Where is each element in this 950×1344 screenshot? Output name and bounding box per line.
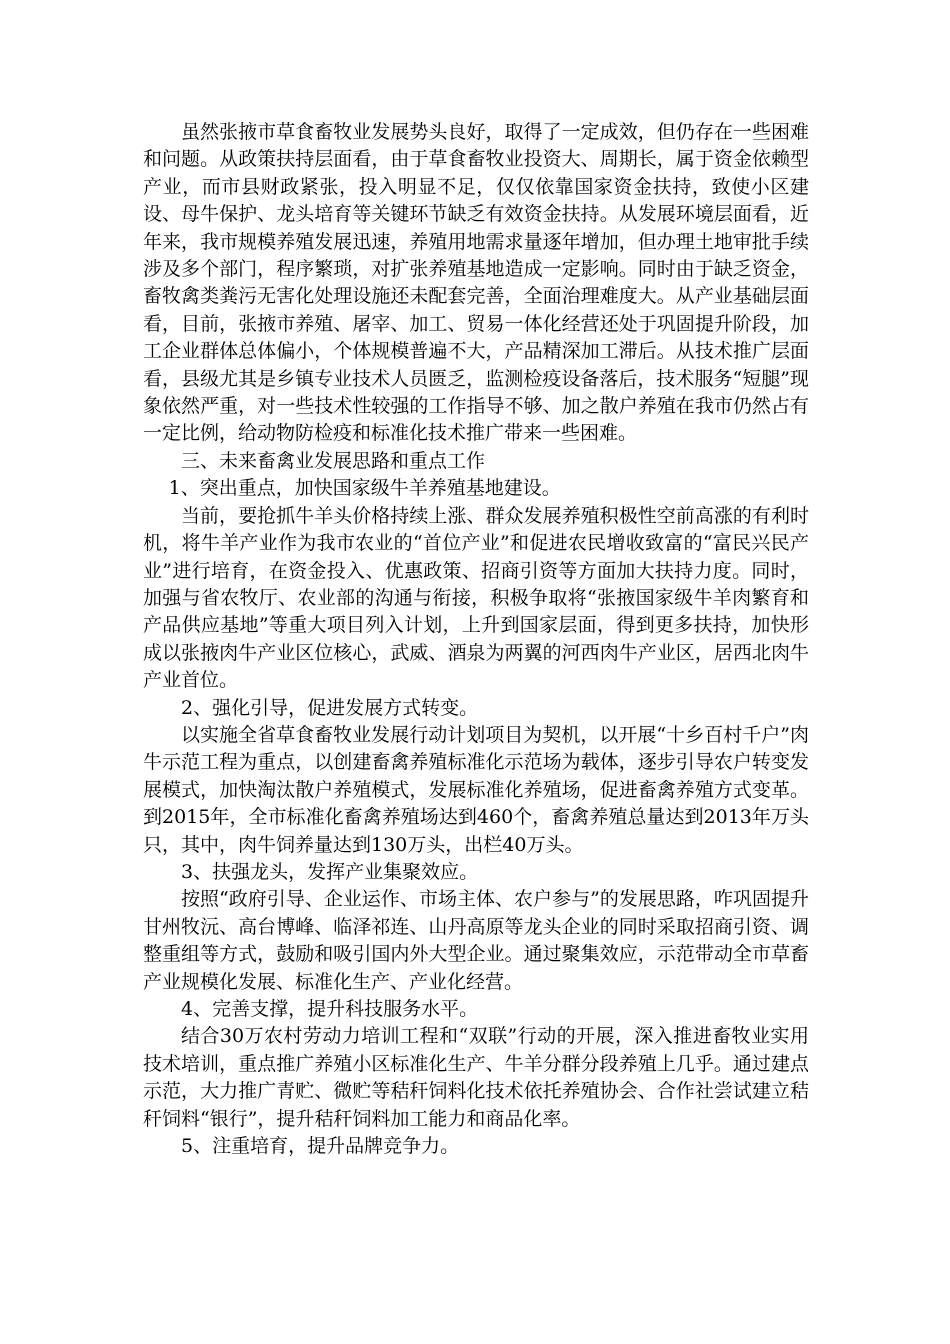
paragraph-4: 结合30万农村劳动力培训工程和“双联”行动的开展，深入推进畜牧业实用技术培训，重点推广养殖小区标准化生产、牛羊分群分段养殖上几乎。通过建点示范，大力推广青贮、微贮等秸秆饲料化技术依托养殖协会、合作社尝试建立秸秆饲料“银行”，提升秸秆饲料加工能力和商品化率。 bbox=[143, 1025, 809, 1130]
subheading-2: 2、强化引导，促进发展方式转变。 bbox=[181, 696, 479, 719]
paragraph-1: 当前，要抢抓牛羊头价格持续上涨、群众发展养殖积极性空前高涨的有利时机，将牛羊产业作为我市农业的“首位产业”和促进农民增收致富的“富民兴民产业”进行培育，在资金投入、优惠政策、招商引资等方面加大扶持力度。同时，加强与省农牧厅、农业部的沟通与衔接，积极争取将“张掖国家级牛羊肉繁育和产品供应基地”等重大项目列入计划，上升到国家层面，得到更多扶持，加快形成以张掖肉牛产业区位核心，武威、酒泉为两翼的河西肉牛产业区，居西北肉牛产业首位。 bbox=[143, 504, 809, 692]
subheading-5: 5、注重培育，提升品牌竞争力。 bbox=[181, 1135, 460, 1158]
section-heading-future-plans: 三、未来畜禽业发展思路和重点工作 bbox=[181, 449, 486, 472]
paragraph-difficulties: 虽然张掖市草食畜牧业发展势头良好，取得了一定成效，但仍存在一些困难和问题。从政策扶持层面看，由于草食畜牧业投资大、周期长，属于资金依赖型产业，而市县财政紧张，投入明显不足，仅仅依靠国家资金扶持，致使小区建设、母牛保护、龙头培育等关键环节缺乏有效资金扶持。从发展环境层面看，近年来，我市规模养殖发展迅速，养殖用地需求量逐年增加，但办理土地审批手续涉及多个部门，程序繁琐，对扩张养殖基地造成一定影响。同时由于缺乏资金，畜牧禽类粪污无害化处理设施还未配套完善，全面治理难度大。从产业基础层面看，目前，张掖市养殖、屠宰、加工、贸易一体化经营还处于巩固提升阶段，加工企业群体总体偏小，个体规模普遍不大，产品精深加工滞后。从技术推广层面看，县级尤其是乡镇专业技术人员匮乏，监测检疫设备落后，技术服务“短腿”现象依然严重，对一些技术性较强的工作指导不够、加之散户养殖在我市仍然占有一定比例，给动物防检疫和标准化技术推广带来一些困难。 bbox=[143, 121, 809, 445]
subheading-3: 3、扶强龙头，发挥产业集聚效应。 bbox=[181, 860, 479, 883]
paragraph-3: 按照“政府引导、企业运作、市场主体、农户参与”的发展思路，咋巩固提升甘州牧沅、高台博峰、临泽祁连、山丹高原等龙头企业的同时采取招商引资、调整重组等方式，鼓励和吸引国内外大型企业。通过聚集效应，示范带动全市草畜产业规模化发展、标准化生产、产业化经营。 bbox=[143, 888, 809, 993]
subheading-1: 1、突出重点，加快国家级牛羊养殖基地建设。 bbox=[168, 477, 561, 500]
paragraph-2: 以实施全省草食畜牧业发展行动计划项目为契机，以开展“十乡百村千户”肉牛示范工程为重点，以创建畜禽养殖标准化示范场为载体，逐步引导农户转变发展模式，加快淘汰散户养殖模式，发展标准化养殖场，促进畜禽养殖方式变革。到2015年，全市标准化畜禽养殖场达到460个，畜禽养殖总量达到2013年万头只，其中，肉牛饲养量达到130万头，出栏40万头。 bbox=[143, 723, 809, 856]
document-body bbox=[143, 119, 809, 1160]
subheading-4: 4、完善支撑，提升科技服务水平。 bbox=[181, 998, 479, 1020]
